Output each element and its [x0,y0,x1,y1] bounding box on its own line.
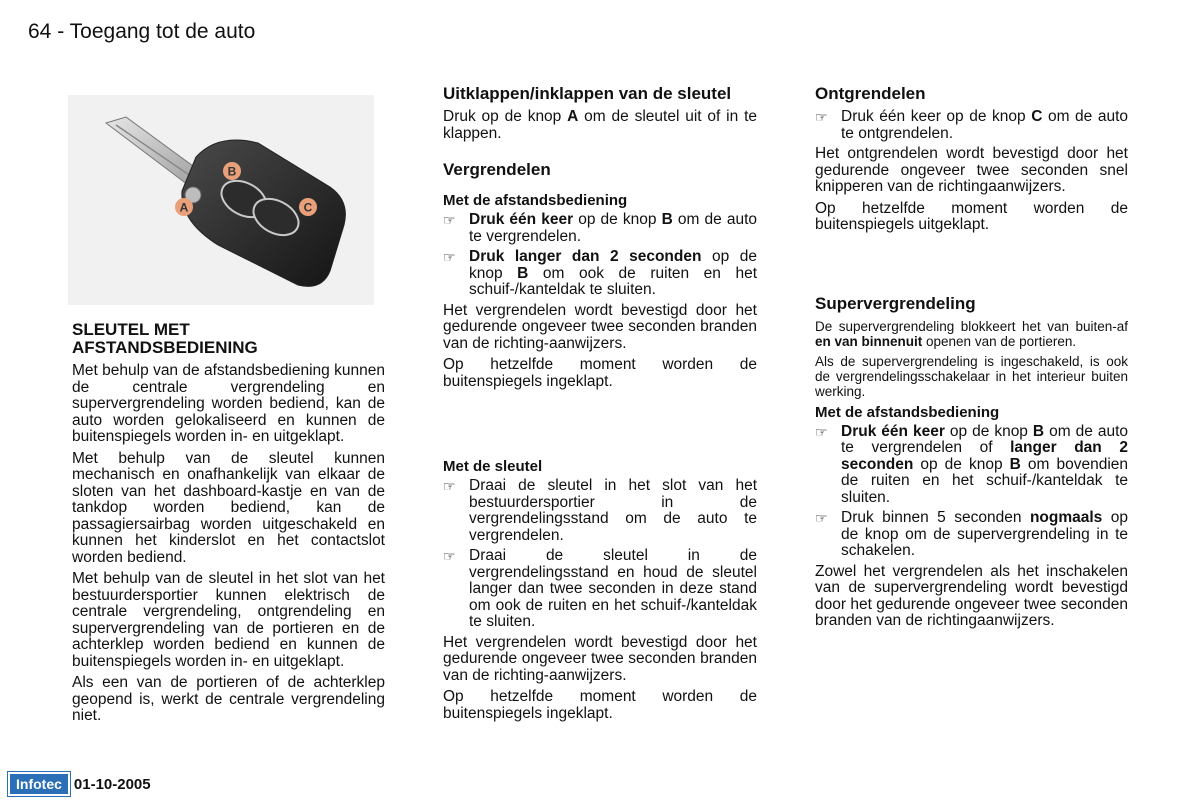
page-number: 64 [28,20,52,43]
pointing-hand-icon: ☞ [815,109,828,125]
bold-text: Druk langer dan 2 seconden [469,248,702,265]
bullet-press-long [443,249,757,299]
bullet-hold-key [443,548,757,631]
label-b: B [227,164,237,179]
paragraph-superlock-confirm: Zowel het vergrendelen als het inschakelen van de supervergrendeling wordt bevestigd door het gedurende ongeveer twee seconden branden van de richtingaanwijzers. [815,562,1128,630]
text: op de knop [469,248,757,282]
key-fob-drawing [68,95,374,305]
text: om bovendien de ruiten en het schuif-/kanteldak te sluiten. [841,455,1128,506]
paragraph-door-open: Als een van de portieren of de achterklep geopend is, werkt de centrale vergrendeling niet. [72,674,385,724]
key-fob-illustration [68,95,374,305]
bold-text: nogmaals [1029,509,1103,527]
paragraph-mirrors-fold: Op hetzelfde moment worden de buitenspiegels ingeklapt. [443,356,757,390]
bullet-press-once [443,212,757,245]
subheading-key: Met de sleutel [443,458,543,475]
text: om de auto te vergrendelen. [469,211,758,245]
text: De supervergrendeling blokkeert het van buiten-af [815,318,1128,334]
fold-text-end: om de sleutel uit of in te klappen. [443,108,758,142]
subheading-remote-2: Met de afstandsbediening [815,403,1000,421]
paragraph-superlock-blocks [815,319,1128,349]
left-column [72,321,385,730]
text: op de knop om de supervergrendeling in te schakelen. [841,509,1128,560]
section-heading-lock: Vergrendelen [443,160,551,179]
text: op de knop [573,211,662,228]
pointing-hand-icon: ☞ [443,212,456,228]
heading-line-2: AFSTANDSBEDIENING [72,338,258,357]
text: Draai de sleutel in het slot van het bestuurdersportier in de vergrendelingsstand om de auto te vergrendelen. [469,477,757,544]
section-heading-fold: Uitklappen/inklappen van de sleutel [443,84,732,103]
text: om de auto te ontgrendelen. [841,108,1129,142]
paragraph-key-functions: Met behulp van de sleutel kunnen mechanisch en onafhankelijk van elkaar de sloten van het dashboard-kastje en van de tankdop worden bediend, kan de passagiersairbag worden uitgeschakeld en kunnen het kinderslot en het contactslot worden bediend. [72,449,385,566]
label-c: C [303,200,313,215]
text: Draai de sleutel in de vergrendelingsstand en houd de sleutel langer dan twee seconden in deze stand om ook de ruiten en het schuif-/kanteldak te sluiten. [469,547,757,630]
bold-text: Druk één keer [469,211,574,228]
heading-line-1: SLEUTEL MET [72,320,190,339]
section-heading-key [72,321,385,357]
pointing-hand-icon: ☞ [443,478,456,494]
pointing-hand-icon: ☞ [443,548,456,564]
brand-logo: Infotec [8,772,70,796]
text: om de auto te vergrendelen of [841,422,1129,457]
key-c: C [1031,108,1043,125]
pointing-hand-icon: ☞ [443,249,456,265]
bold-text: Druk één keer [841,422,945,440]
text: Druk binnen 5 seconden [841,509,1030,527]
pointing-hand-icon: ☞ [815,510,828,527]
key-b: B [661,211,673,228]
bold-text: langer dan 2 seconden [841,439,1128,473]
paragraph-key-in-lock: Met behulp van de sleutel in het slot van het bestuurdersportier kunnen elektrisch de centrale vergrendeling, ontgrendeling en supervergrendeling van de portieren en de achterklep worden bediend en kunnen de buitenspiegels worden in- en uitgeklapt. [72,570,385,670]
paragraph-mirrors-unfold: Op hetzelfde moment worden de buitenspiegels uitgeklapt. [815,199,1128,233]
paragraph-superlock-switch: Als de supervergrendeling is ingeschakeld, is ook de vergrendelingsschakelaar in het interieur buiten werking. [815,353,1128,400]
footer [8,773,151,795]
text: op de knop [913,455,1010,473]
section-heading-superlock: Supervergrendeling [815,293,976,313]
paragraph-unlock-confirm: Het ontgrendelen wordt bevestigd door het gedurende ongeveer twee seconden snel knipperen van de richtingaanwijzers. [815,145,1128,195]
key-b: B [1009,455,1021,473]
pointing-hand-icon: ☞ [815,423,828,440]
bullet-superlock-press [815,424,1128,507]
bullet-superlock-again [815,510,1128,560]
text: Druk één keer op de knop [841,108,1032,125]
middle-column [443,85,757,727]
label-a: A [179,200,189,215]
paragraph-remote-functions: Met behulp van de afstandsbediening kunnen de centrale vergrendeling en supervergrendeling worden bediend, kan de auto worden gelokaliseerd en kunnen de buitenspiegels worden in- en uitgeklapt. [72,362,385,445]
page-header [28,20,255,44]
footer-date: 01-10-2005 [73,775,151,793]
section-heading-unlock: Ontgrendelen [815,84,926,103]
key-b: B [1032,422,1045,440]
paragraph-lock-confirm-2: Het vergrendelen wordt bevestigd door het gedurende ongeveer twee seconden branden van de richting-aanwijzers. [443,633,757,684]
text: openen van de portieren. [922,333,1077,349]
bullet-unlock [815,109,1128,142]
right-column [815,85,1128,635]
key-b: B [517,264,529,282]
bullet-turn-key [443,478,757,544]
subheading-remote: Met de afstandsbediening [443,192,628,209]
paragraph-mirrors-fold-2: Op hetzelfde moment worden de buitenspiegels ingeklapt. [443,688,757,722]
page-title: - Toegang tot de auto [57,20,256,43]
paragraph-fold [443,109,757,142]
text: om ook de ruiten en het schuif-/kanteldak te sluiten. [469,264,757,298]
fold-text: Druk op de knop [443,108,568,125]
bold-text: en van binnenuit [815,333,923,349]
paragraph-lock-confirm: Het vergrendelen wordt bevestigd door het gedurende ongeveer twee seconden branden van de richting-aanwijzers. [443,301,757,352]
text: op de knop [944,422,1033,440]
fold-key-a: A [567,108,579,125]
